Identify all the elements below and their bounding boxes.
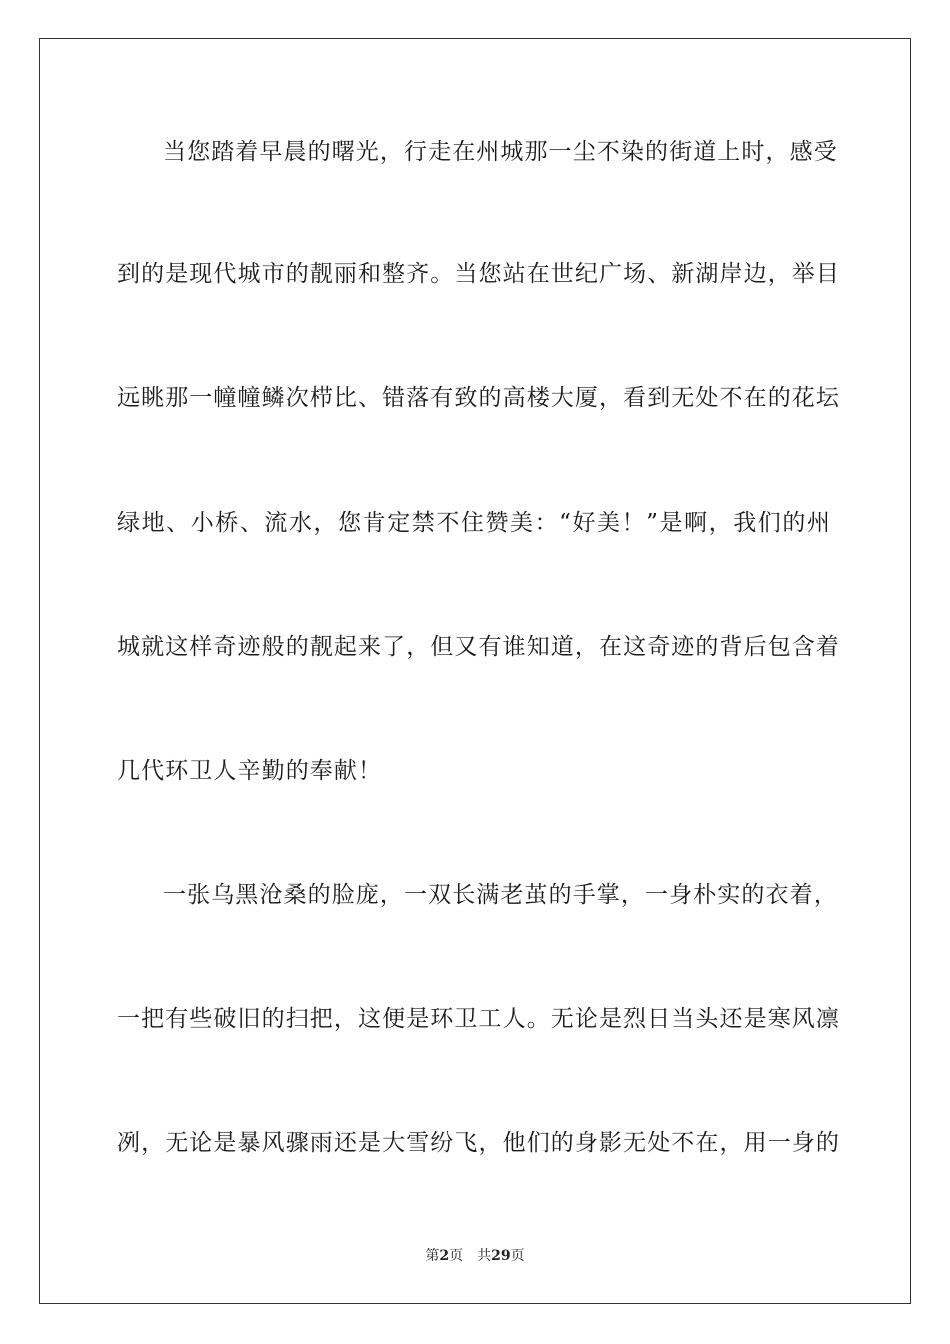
- paragraph-1-line-6: 几代环卫人辛勤的奉献！: [117, 758, 383, 784]
- page-border: [39, 38, 911, 1304]
- paragraph-1-line-2: 到的是现代城市的靓丽和整齐。当您站在世纪广场、新湖岸边，举目: [117, 261, 840, 287]
- page-footer: [0, 1246, 950, 1266]
- paragraph-2-line-2: 一把有些破旧的扫把，这便是环卫工人。无论是烈日当头还是寒风凛: [117, 1006, 840, 1032]
- page-prefix: 第: [425, 1248, 440, 1264]
- paragraph-2-line-3: 冽，无论是暴风骤雨还是大雪纷飞，他们的身影无处不在，用一身的: [117, 1130, 840, 1156]
- paragraph-1-line-3: 远眺那一幢幢鳞次栉比、错落有致的高楼大厦，看到无处不在的花坛: [117, 385, 840, 411]
- paragraph-1-line-1: 当您踏着早晨的曙光，行走在州城那一尘不染的街道上时，感受: [163, 139, 838, 165]
- paragraph-1-line-5: 城就这样奇迹般的靓起来了，但又有谁知道，在这奇迹的背后包含着: [117, 634, 840, 660]
- paragraph-1-line-4: 绿地、小桥、流水，您肯定禁不住赞美：“好美！”是啊，我们的州: [117, 510, 831, 536]
- total-pages: 29: [491, 1248, 511, 1264]
- total-suffix: 页: [510, 1248, 525, 1264]
- page-suffix: 页: [449, 1248, 464, 1264]
- paragraph-2-line-1: 一张乌黑沧桑的脸庞，一双长满老茧的手掌，一身朴实的衣着，: [163, 882, 838, 908]
- page-number: 2: [439, 1248, 450, 1264]
- total-prefix: 共: [477, 1248, 492, 1264]
